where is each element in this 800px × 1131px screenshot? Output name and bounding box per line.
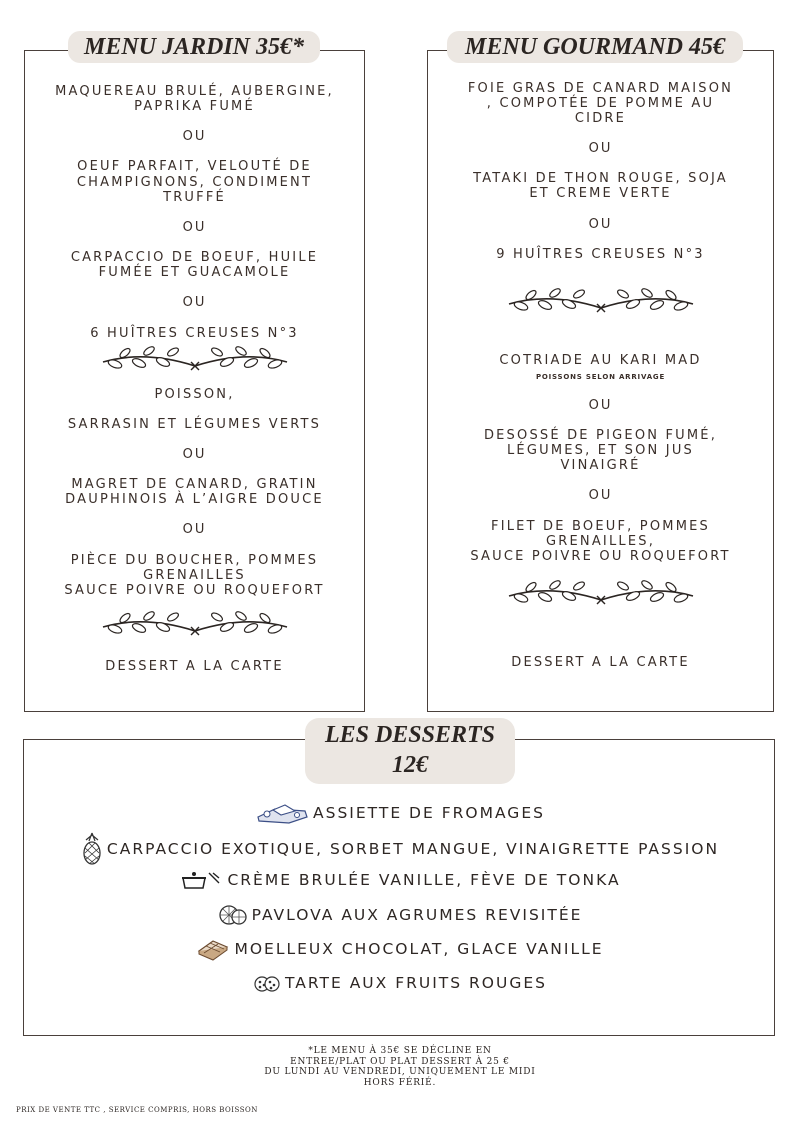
- menu-item: DAUPHINOIS À L’AIGRE DOUCE: [65, 492, 324, 507]
- dessert-label: CRÈME BRULÉE VANILLE, FÈVE DE TONKA: [227, 871, 621, 889]
- cheese-board-icon: [255, 801, 309, 825]
- desserts-price: 12€: [392, 752, 428, 778]
- dessert-item: [0, 801, 800, 825]
- menu-jardin-title: MENU JARDIN 35€*: [68, 31, 320, 63]
- menu-item: PIÈCE DU BOUCHER, POMMES: [70, 553, 319, 568]
- pineapple-icon: [81, 832, 103, 866]
- dessert-item: [0, 832, 800, 866]
- menu-item: GRENAILLES,: [545, 534, 656, 549]
- desserts-title: LES DESSERTS: [324, 722, 496, 748]
- dessert-label: ASSIETTE DE FROMAGES: [313, 804, 545, 822]
- menu-item: CARPACCIO DE BOEUF, HUILE: [70, 250, 319, 265]
- menu-conditions-note: [0, 1046, 800, 1088]
- creme-brulee-icon: [179, 869, 223, 891]
- menu-item: SARRASIN ET LÉGUMES VERTS: [67, 417, 322, 432]
- menu-item: TATAKI DE THON ROUGE, SOJA: [473, 171, 728, 186]
- menu-separator-ou: OU: [588, 141, 613, 156]
- menu-item: SAUCE POIVRE OU ROQUEFORT: [64, 583, 325, 598]
- dessert-item: [0, 869, 800, 891]
- menu-item-note: POISSONS SELON ARRIVAGE: [535, 373, 666, 381]
- menu-item: CHAMPIGNONS, CONDIMENT: [76, 175, 313, 190]
- menu-separator-ou: OU: [588, 217, 613, 232]
- note-line: DU LUNDI AU VENDREDI, UNIQUEMENT LE MIDI: [264, 1067, 536, 1077]
- note-line: ENTREE/PLAT OU PLAT DESSERT À 25 €: [290, 1056, 510, 1067]
- menu-item: LÉGUMES, ET SON JUS: [506, 443, 695, 458]
- dessert-label: MOELLEUX CHOCOLAT, GLACE VANILLE: [234, 940, 604, 958]
- menu-item: FOIE GRAS DE CANARD MAISON: [467, 81, 734, 96]
- menu-item-dessert: DESSERT A LA CARTE: [511, 655, 690, 670]
- leaf-ornament-icon: [501, 288, 701, 316]
- menu-separator-ou: OU: [182, 220, 207, 235]
- note-line: *LE MENU À 35€ SE DÉCLINE EN: [308, 1046, 492, 1056]
- menu-item: FILET DE BOEUF, POMMES: [491, 519, 710, 534]
- chocolate-bar-icon: [196, 937, 230, 961]
- leaf-ornament-icon: [95, 346, 295, 374]
- menu-separator-ou: OU: [588, 398, 613, 413]
- menu-item: GRENAILLES: [143, 568, 246, 583]
- leaf-ornament-icon: [95, 611, 295, 639]
- dessert-label: CARPACCIO EXOTIQUE, SORBET MANGUE, VINAIGRETTE PASSION: [106, 840, 720, 858]
- menu-separator-ou: OU: [182, 522, 207, 537]
- menu-item: OEUF PARFAIT, VELOUTÉ DE: [77, 159, 312, 174]
- menu-item: ET CREME VERTE: [529, 186, 672, 201]
- desserts-title-badge: [305, 718, 515, 784]
- menu-jardin-items: [24, 0, 365, 712]
- menu-item: FUMÉE ET GUACAMOLE: [98, 265, 291, 280]
- menu-gourmand-items: [427, 0, 774, 712]
- dessert-label: TARTE AUX FRUITS ROUGES: [285, 974, 547, 992]
- menu-item: CIDRE: [574, 111, 627, 126]
- menu-item: POISSON,: [154, 387, 235, 402]
- menu-separator-ou: OU: [182, 295, 207, 310]
- menu-item-dessert: DESSERT A LA CARTE: [105, 659, 284, 674]
- menu-item: TRUFFÉ: [163, 190, 226, 205]
- berries-icon: [253, 972, 281, 994]
- menu-item: , COMPOTÉE DE POMME AU: [486, 96, 715, 111]
- dessert-label: PAVLOVA AUX AGRUMES REVISITÉE: [251, 906, 583, 924]
- menu-separator-ou: OU: [182, 129, 207, 144]
- menu-item: PAPRIKA FUMÉ: [134, 99, 255, 114]
- menu-item: DESOSSÉ DE PIGEON FUMÉ,: [483, 428, 718, 443]
- menu-item: 9 HUÎTRES CREUSES N°3: [496, 247, 705, 262]
- menu-item: VINAIGRÉ: [560, 458, 641, 473]
- menu-item: MAGRET DE CANARD, GRATIN: [71, 477, 318, 492]
- menu-separator-ou: OU: [182, 447, 207, 462]
- dessert-item: [0, 972, 800, 994]
- dessert-item: [0, 937, 800, 961]
- menu-item: SAUCE POIVRE OU ROQUEFORT: [470, 549, 731, 564]
- note-line: HORS FÉRIÉ.: [363, 1077, 437, 1088]
- menu-separator-ou: OU: [588, 488, 613, 503]
- menu-item: COTRIADE AU KARI MAD: [499, 353, 702, 368]
- menu-item: MAQUEREAU BRULÉ, AUBERGINE,: [55, 84, 334, 99]
- menu-item: 6 HUÎTRES CREUSES N°3: [90, 326, 299, 341]
- citrus-icon: [218, 903, 248, 927]
- dessert-item: [0, 903, 800, 927]
- leaf-ornament-icon: [501, 580, 701, 608]
- price-footer: PRIX DE VENTE TTC , SERVICE COMPRIS, HORS BOISSON: [16, 1106, 258, 1114]
- menu-gourmand-title: MENU GOURMAND 45€: [447, 31, 743, 63]
